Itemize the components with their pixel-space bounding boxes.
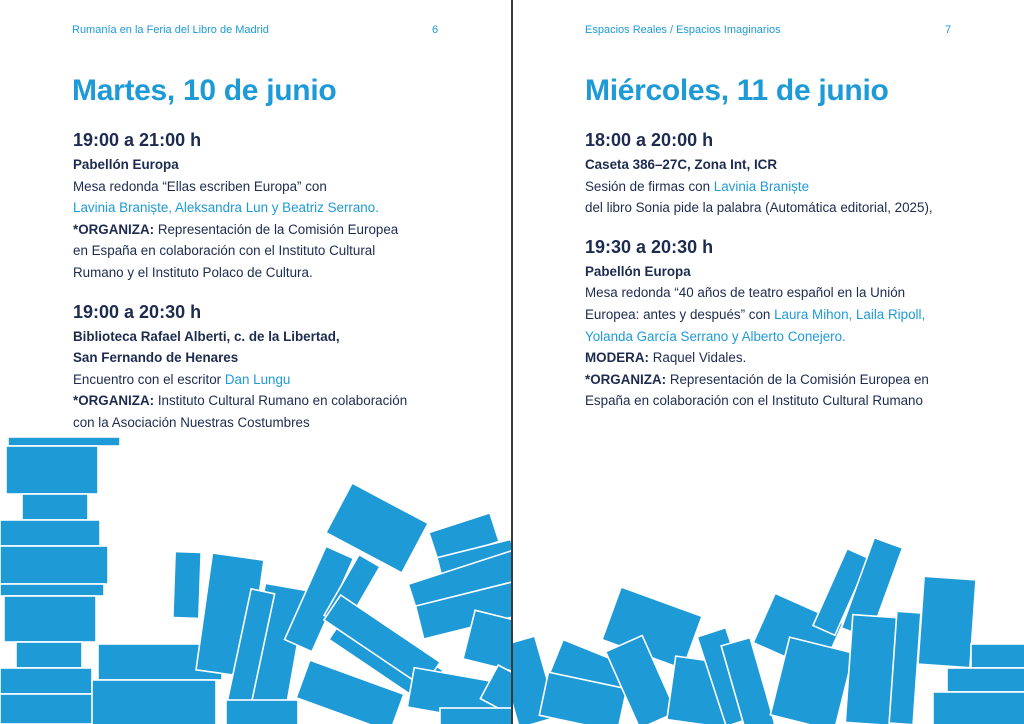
book-shape bbox=[463, 610, 511, 675]
right-page bbox=[513, 0, 1024, 724]
book-shape bbox=[173, 552, 201, 619]
book-shape bbox=[971, 644, 1024, 668]
book-shape bbox=[721, 638, 775, 724]
organizer-label: *ORGANIZA: bbox=[585, 371, 667, 387]
left-page bbox=[0, 0, 511, 724]
book-shape bbox=[92, 680, 216, 724]
book-shape bbox=[196, 553, 264, 677]
book-shape bbox=[513, 636, 558, 724]
event-description: Mesa redonda “40 años de teatro español en la Unión bbox=[585, 285, 906, 301]
event-item bbox=[585, 128, 965, 219]
book-shape bbox=[0, 546, 108, 584]
event-guests: Lavinia Braniște, Aleksandra Lun y Beatriz Serrano. bbox=[73, 200, 379, 216]
page-number: 7 bbox=[945, 24, 952, 36]
event-time: 18:00 a 20:00 h bbox=[585, 130, 714, 150]
guest-name: Lavinia Braniște bbox=[713, 178, 810, 194]
book-shape bbox=[606, 635, 677, 724]
book-shape bbox=[326, 483, 428, 573]
book-shape bbox=[947, 668, 1024, 692]
book-shape bbox=[845, 615, 896, 724]
book-shape bbox=[285, 546, 354, 651]
guest-name: Dan Lungu bbox=[224, 371, 291, 387]
event-organizer bbox=[73, 390, 453, 412]
organizer-label: *ORGANIZA: bbox=[73, 393, 155, 409]
event-item bbox=[73, 300, 453, 434]
running-head: Espacios Reales / Espacios Imaginarios bbox=[585, 24, 781, 36]
book-shape bbox=[437, 539, 511, 590]
event-moderator bbox=[585, 347, 965, 369]
book-shape bbox=[6, 446, 98, 494]
book-shape bbox=[0, 694, 100, 724]
book-shape bbox=[889, 611, 921, 724]
event-venue: Pabellón Europa bbox=[585, 263, 691, 279]
event-time: 19:00 a 20:30 h bbox=[73, 301, 202, 322]
book-shape bbox=[0, 584, 104, 596]
event-organizer-cont: con la Asociación Nuestras Costumbres bbox=[73, 414, 310, 430]
event-guests: Yolanda García Serrano y Alberto Conejero. bbox=[585, 328, 846, 344]
book-shape bbox=[480, 665, 511, 724]
book-shape bbox=[841, 538, 902, 638]
organizer-text: Representación de la Comisión Europea bbox=[154, 221, 399, 237]
book-shape bbox=[548, 640, 632, 705]
book-shape bbox=[697, 628, 755, 724]
event-description bbox=[585, 176, 965, 198]
book-shape bbox=[429, 513, 499, 561]
event-item bbox=[585, 235, 965, 412]
book-shape bbox=[933, 692, 1024, 724]
event-time: 19:00 a 21:00 h bbox=[73, 130, 202, 150]
book-shape bbox=[408, 547, 511, 613]
book-shape bbox=[667, 656, 735, 724]
book-shape bbox=[918, 576, 976, 667]
book-shape bbox=[813, 549, 869, 635]
events-list bbox=[585, 128, 965, 428]
day-title: Miércoles, 11 de junio bbox=[585, 74, 889, 107]
book-shape bbox=[4, 596, 96, 642]
book-shape bbox=[22, 494, 88, 520]
book-shape bbox=[225, 589, 274, 715]
event-description bbox=[73, 369, 453, 391]
book-shape bbox=[243, 583, 307, 716]
book-shape bbox=[407, 668, 511, 724]
event-organizer bbox=[73, 219, 453, 241]
organizer-label: *ORGANIZA: bbox=[73, 221, 155, 237]
events-list bbox=[73, 128, 453, 450]
book-shape bbox=[16, 642, 82, 668]
event-organizer-cont: en España en colaboración con el Instituto Cultural bbox=[73, 243, 376, 259]
event-description-cont bbox=[585, 304, 965, 326]
book-shape bbox=[296, 660, 404, 724]
event-time: 19:30 a 20:30 h bbox=[585, 236, 714, 257]
event-venue: Biblioteca Rafael Alberti, c. de la Libertad, bbox=[73, 328, 340, 344]
event-venue: Pabellón Europa bbox=[73, 157, 179, 172]
event-organizer-cont: Rumano y el Instituto Polaco de Cultura. bbox=[73, 264, 313, 280]
organizer-text: Instituto Cultural Rumano en colaboración bbox=[154, 393, 408, 409]
book-shape bbox=[324, 555, 380, 628]
event-venue: Caseta 386–27C, Zona Int, ICR bbox=[585, 157, 778, 172]
description-text: Encuentro con el escritor bbox=[73, 371, 225, 387]
book-shape bbox=[98, 644, 222, 680]
page-number: 6 bbox=[432, 24, 439, 36]
book-shape bbox=[416, 579, 511, 639]
description-text: Europea: antes y después” con bbox=[585, 306, 775, 322]
description-text: Sesión de firmas con bbox=[585, 178, 714, 194]
book-shape bbox=[770, 637, 853, 724]
moderator-name: Raquel Vidales. bbox=[648, 350, 747, 366]
book-shape bbox=[440, 708, 511, 724]
book-shape bbox=[0, 668, 92, 694]
event-organizer-cont: España en colaboración con el Instituto Cultural Rumano bbox=[585, 393, 923, 409]
event-description-cont: del libro Sonia pide la palabra (Automática editorial, 2025), bbox=[585, 200, 933, 216]
running-head: Rumanía en la Feria del Libro de Madrid bbox=[72, 24, 269, 36]
book-shape bbox=[0, 520, 100, 546]
guest-names: Laura Mihon, Laila Ripoll, bbox=[774, 306, 926, 322]
event-item bbox=[73, 128, 453, 284]
event-description: Mesa redonda “Ellas escriben Europa” con bbox=[73, 178, 327, 194]
event-venue-cont: San Fernando de Henares bbox=[73, 350, 239, 366]
book-shape bbox=[329, 608, 443, 702]
organizer-text: Representación de la Comisión Europea en bbox=[666, 371, 929, 387]
book-shape bbox=[324, 595, 440, 687]
event-organizer bbox=[585, 369, 965, 391]
moderator-label: MODERA: bbox=[585, 350, 649, 366]
day-title: Martes, 10 de junio bbox=[72, 74, 337, 107]
book-shape bbox=[753, 593, 843, 672]
book-shape bbox=[539, 672, 626, 724]
book-shape bbox=[226, 700, 298, 724]
book-shape bbox=[602, 587, 702, 669]
